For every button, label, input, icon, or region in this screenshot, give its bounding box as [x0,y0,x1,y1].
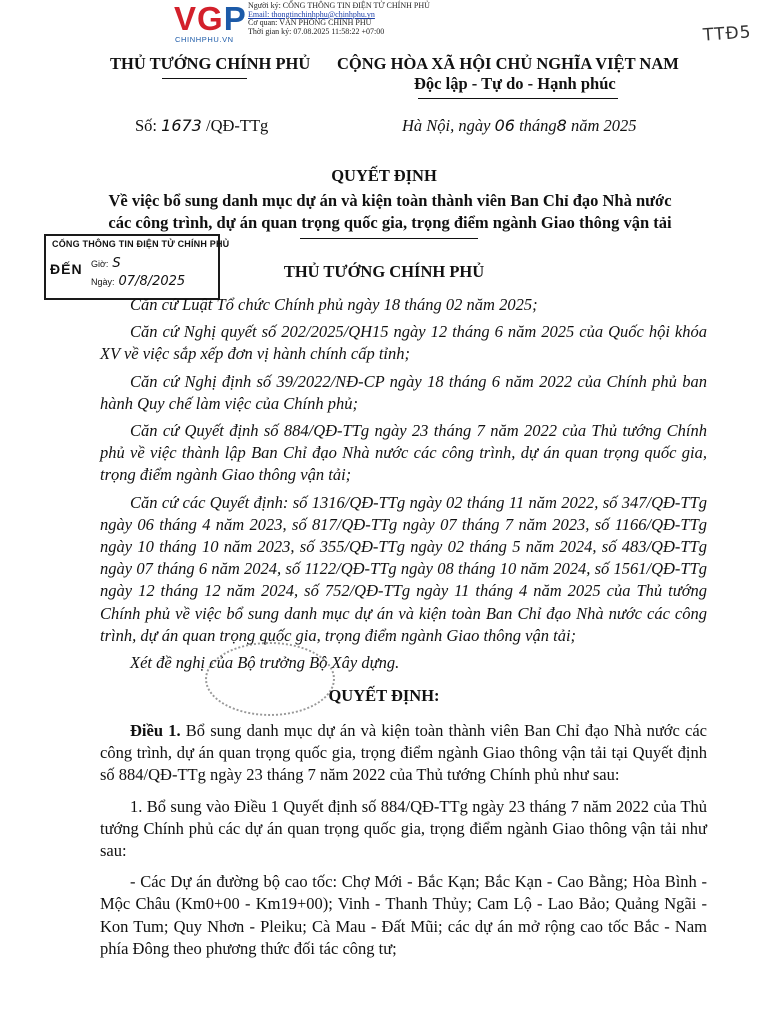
proposal-basis: Xét đề nghị của Bộ trưởng Bộ Xây dựng. [130,653,400,673]
stamp-header: CỔNG THÔNG TIN ĐIỆN TỬ CHÍNH PHỦ [52,239,230,249]
national-title: CỘNG HÒA XÃ HỘI CHỦ NGHĨA VIỆT NAM [337,54,679,73]
article-1-label: Điều 1. [130,721,181,740]
document-number-value: 1673 [161,116,202,135]
issue-date: Hà Nội, ngày 06 tháng8 năm 2025 [402,116,637,135]
signed-time: Thời gian ký: 07.08.2025 11:58:22 +07:00 [248,26,385,36]
clause-1-bullet-1: - Các Dự án đường bộ cao tốc: Chợ Mới - Bắc Kạn; Bắc Kạn - Cao Bằng; Hòa Bình - Mộc Châu (Km0+00 - Km19+00); Vinh - Thanh Thủy; Cam Lộ - Lao Bảo; Quảng Ngãi - Kon Tum; Quy Nhơn - Pleiku; Cà Mau - Đất Mũi; các dự án mở rộng cao tốc Bắc - Nam phía Đông theo phương thức đối tác công tư; [100,872,707,958]
legal-basis-1: Căn cứ Luật Tổ chức Chính phủ ngày 18 tháng 02 năm 2025; [130,295,538,314]
article-1 [100,720,707,960]
article-1-paragraph: Điều 1. Bổ sung danh mục dự án và kiện toàn thành viên Ban Chỉ đạo Nhà nước các công trình, dự án quan trọng quốc gia, trọng điểm ngành Giao thông vận tải tại Quyết định số 884/QĐ-TTg ngày 23 tháng 7 năm 2022 của Thủ tướng Chính phủ như sau: [100,721,708,785]
digital-signature-info [248,2,430,36]
authority-heading: THỦ TƯỚNG CHÍNH PHỦ [283,262,485,281]
document-number: Số: 1673 /QĐ-TTg [135,116,269,135]
document-subject [60,190,720,234]
stamp-den: ĐẾN [50,261,83,277]
signer-agency: Cơ quan: VĂN PHÒNG CHÍNH PHỦ [248,18,372,28]
handwritten-mark: TTĐ5 [702,22,753,46]
document-title: QUYẾT ĐỊNH [331,166,437,185]
legal-basis-4: Căn cứ Quyết định số 884/QĐ-TTg ngày 23 tháng 7 năm 2022 của Thủ tướng Chính phủ về việc thành lập Ban Chỉ đạo Nhà nước các công trình, dự án quan trọng quốc gia, trọng điểm ngành Giao thông vận tải; [100,421,707,485]
signer-email[interactable]: Email: thongtinchinhphu@chinhphu.vn [248,9,375,19]
legal-bases [100,294,707,674]
vgp-logo-domain: CHINHPHU.VN [175,35,234,44]
issue-month: 8 [556,116,567,135]
legal-basis-3: Căn cứ Nghị định số 39/2022/NĐ-CP ngày 18 tháng 6 năm 2022 của Chính phủ ban hành Quy chế làm việc của Chính phủ; [100,371,707,413]
issue-day: 06 [494,116,515,135]
national-motto: Độc lập - Tự do - Hạnh phúc [414,74,616,93]
stamp-time: Giờ: S [91,256,121,271]
legal-basis-2: Căn cứ Nghị quyết số 202/2025/QH15 ngày 12 tháng 6 năm 2025 của Quốc hội khóa XV về việc sắp xếp đơn vị hành chính cấp tỉnh; [100,322,707,364]
stamp-date: Ngày: 07/8/2025 [91,274,186,289]
signer-line: Người ký: CỔNG THÔNG TIN ĐIỆN TỬ CHÍNH PHỦ [248,1,430,10]
organization-underline [162,78,247,79]
subject-line-2: các công trình, dự án quan trọng quốc gia, trọng điểm ngành Giao thông vận tải [108,213,672,232]
decision-heading: QUYẾT ĐỊNH: [328,686,440,705]
subject-line-1: Về việc bổ sung danh mục dự án và kiện toàn thành viên Ban Chỉ đạo Nhà nước [108,191,672,210]
issuing-organization: THỦ TƯỚNG CHÍNH PHỦ [110,54,311,73]
motto-underline [418,98,618,99]
clause-1: 1. Bổ sung vào Điều 1 Quyết định số 884/QĐ-TTg ngày 23 tháng 7 năm 2022 của Thủ tướng Chính phủ các dự án quan trọng quốc gia, trọng điểm ngành Giao thông vận tải như sau: [100,796,707,861]
legal-basis-5: Căn cứ các Quyết định: số 1316/QĐ-TTg ngày 02 tháng 11 năm 2022, số 347/QĐ-TTg ngày 06 tháng 4 năm 2023, số 817/QĐ-TTg ngày 07 tháng 7 năm 2023, số 1166/QĐ-TTg ngày 10 tháng 10 năm 2023, số 355/QĐ-TTg ngày 02 tháng 5 năm 2024, số 483/QĐ-TTg ngày 07 tháng 6 năm 2024, số 1122/QĐ-TTg ngày 08 tháng 10 năm 2024, số 1561/QĐ-TTg ngày 12 tháng 12 năm 2024, số 752/QĐ-TTg ngày 11 tháng 4 năm 2025 của Thủ tướng Chính phủ về việc bổ sung danh mục dự án và kiện toàn Ban Chỉ đạo Nhà nước các công trình, dự án quan trọng quốc gia, trọng điểm ngành Giao thông vận tải; [100,492,707,645]
vgp-logo: VGP [174,0,247,37]
subject-underline [300,238,478,239]
